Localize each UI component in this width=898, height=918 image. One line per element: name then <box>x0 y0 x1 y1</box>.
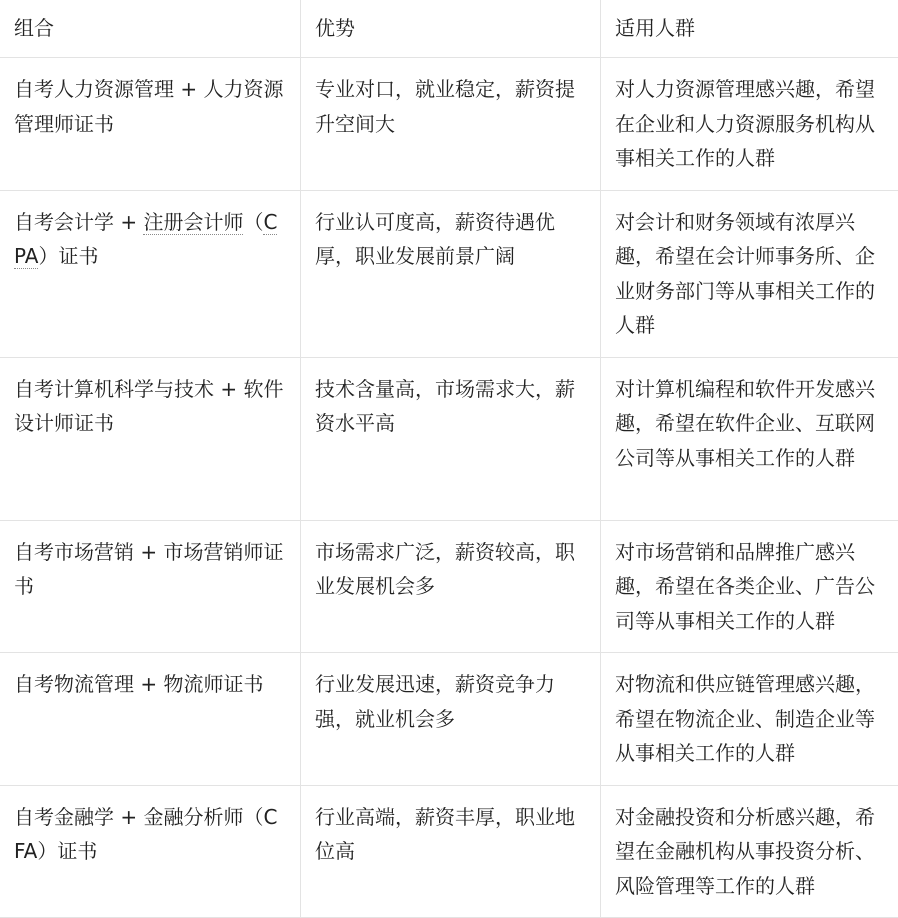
table-row <box>0 520 898 653</box>
advantage-cell: 市场需求广泛，薪资较高，职业发展机会多 <box>301 520 601 653</box>
table-row <box>0 785 898 918</box>
combo-text: ）证书 <box>38 244 98 268</box>
audience-cell: 对市场营销和品牌推广感兴趣，希望在各类企业、广告公司等从事相关工作的人群 <box>601 520 898 653</box>
header-combo: 组合 <box>0 0 301 58</box>
combo-cell: 自考人力资源管理 + 人力资源管理师证书 <box>0 58 301 191</box>
header-advantage: 优势 <box>301 0 601 58</box>
combo-text: 自考会计学 + <box>14 210 143 234</box>
audience-cell: 对物流和供应链管理感兴趣，希望在物流企业、制造企业等从事相关工作的人群 <box>601 653 898 786</box>
table-header-row <box>0 0 898 58</box>
audience-cell: 对会计和财务领域有浓厚兴趣，希望在会计师事务所、企业财务部门等从事相关工作的人群 <box>601 190 898 357</box>
combo-cell: 自考市场营销 + 市场营销师证书 <box>0 520 301 653</box>
combo-cell: 自考物流管理 + 物流师证书 <box>0 653 301 786</box>
combo-text: （ <box>243 210 263 234</box>
audience-cell: 对金融投资和分析感兴趣，希望在金融机构从事投资分析、风险管理等工作的人群 <box>601 785 898 918</box>
table-row <box>0 190 898 357</box>
combo-cell: 自考计算机科学与技术 + 软件设计师证书 <box>0 357 301 520</box>
cpa-abbr-link[interactable]: CPA <box>14 210 277 270</box>
table-row <box>0 357 898 520</box>
table-row <box>0 58 898 191</box>
table-row <box>0 653 898 786</box>
cpa-term-link[interactable]: 注册会计师 <box>143 210 243 235</box>
advantage-cell: 行业认可度高，薪资待遇优厚，职业发展前景广阔 <box>301 190 601 357</box>
combo-cell <box>0 190 301 357</box>
header-audience: 适用人群 <box>601 0 898 58</box>
advantage-cell: 技术含量高，市场需求大，薪资水平高 <box>301 357 601 520</box>
advantage-cell: 行业高端，薪资丰厚，职业地位高 <box>301 785 601 918</box>
combo-cell: 自考金融学 + 金融分析师（CFA）证书 <box>0 785 301 918</box>
advantage-cell: 专业对口，就业稳定，薪资提升空间大 <box>301 58 601 191</box>
audience-cell: 对人力资源管理感兴趣，希望在企业和人力资源服务机构从事相关工作的人群 <box>601 58 898 191</box>
audience-cell: 对计算机编程和软件开发感兴趣，希望在软件企业、互联网公司等从事相关工作的人群 <box>601 357 898 520</box>
advantage-cell: 行业发展迅速，薪资竞争力强，就业机会多 <box>301 653 601 786</box>
